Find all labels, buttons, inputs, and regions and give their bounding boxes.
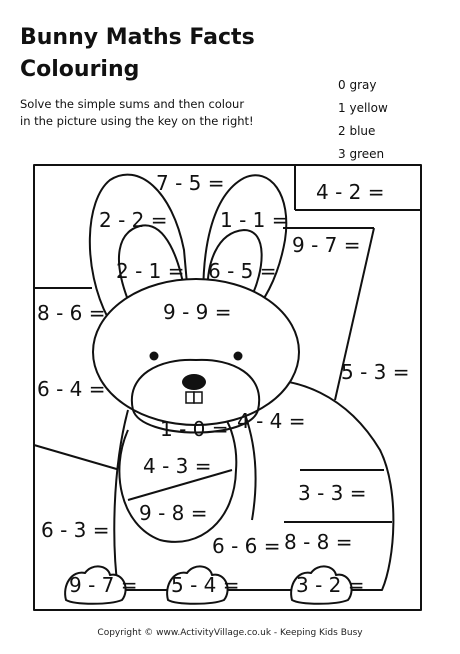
sum-head: 9 - 9 =: [163, 300, 232, 324]
right-eye: [234, 352, 243, 361]
sum-right-upper: 9 - 7 =: [292, 233, 361, 257]
instructions-line-2: in the picture using the key on the right!: [20, 114, 254, 128]
sum-foot-right: 3 - 2 =: [296, 573, 365, 597]
sum-foot-mid: 5 - 4 =: [171, 573, 240, 597]
sum-body-right: 4 - 4 =: [237, 409, 306, 433]
sum-left-bottom: 6 - 3 =: [41, 518, 110, 542]
key-item-2: 2 blue: [338, 124, 376, 138]
sum-ear-left-outer: 2 - 2 =: [99, 208, 168, 232]
sum-ear-top: 7 - 5 =: [156, 171, 225, 195]
title-line-2: Colouring: [20, 57, 140, 82]
left-eye: [150, 352, 159, 361]
sum-tail-center: 6 - 6 =: [212, 534, 281, 558]
key-item-1: 1 yellow: [338, 101, 388, 115]
copyright-footer: Copyright © www.ActivityVillage.co.uk - Keeping Kids Busy: [97, 628, 363, 638]
left-tooth: [186, 392, 194, 403]
sum-muzzle: 1 - 0 =: [160, 417, 229, 441]
sum-top-right: 4 - 2 =: [316, 180, 385, 204]
sum-ear-left-inner: 2 - 1 =: [116, 259, 185, 283]
instructions-line-1: Solve the simple sums and then colour: [20, 97, 245, 111]
key-item-3: 3 green: [338, 147, 385, 161]
sum-belly-top: 4 - 3 =: [143, 454, 212, 478]
sum-right-mid: 5 - 3 =: [341, 360, 410, 384]
sum-left-mid: 8 - 6 =: [37, 301, 106, 325]
sum-haunch-low: 8 - 8 =: [284, 530, 353, 554]
sum-belly-low: 9 - 8 =: [139, 501, 208, 525]
region-line: [34, 445, 120, 470]
title-line-1: Bunny Maths Facts: [20, 25, 255, 50]
key-item-0: 0 gray: [338, 78, 377, 92]
sum-haunch: 3 - 3 =: [298, 481, 367, 505]
sum-ear-right-inner: 6 - 5 =: [208, 259, 277, 283]
right-tooth: [194, 392, 202, 403]
sum-ear-right-outer: 1 - 1 =: [220, 208, 289, 232]
sum-foot-left: 9 - 7 =: [69, 573, 138, 597]
nose: [182, 374, 206, 390]
sum-left-low: 6 - 4 =: [37, 377, 106, 401]
